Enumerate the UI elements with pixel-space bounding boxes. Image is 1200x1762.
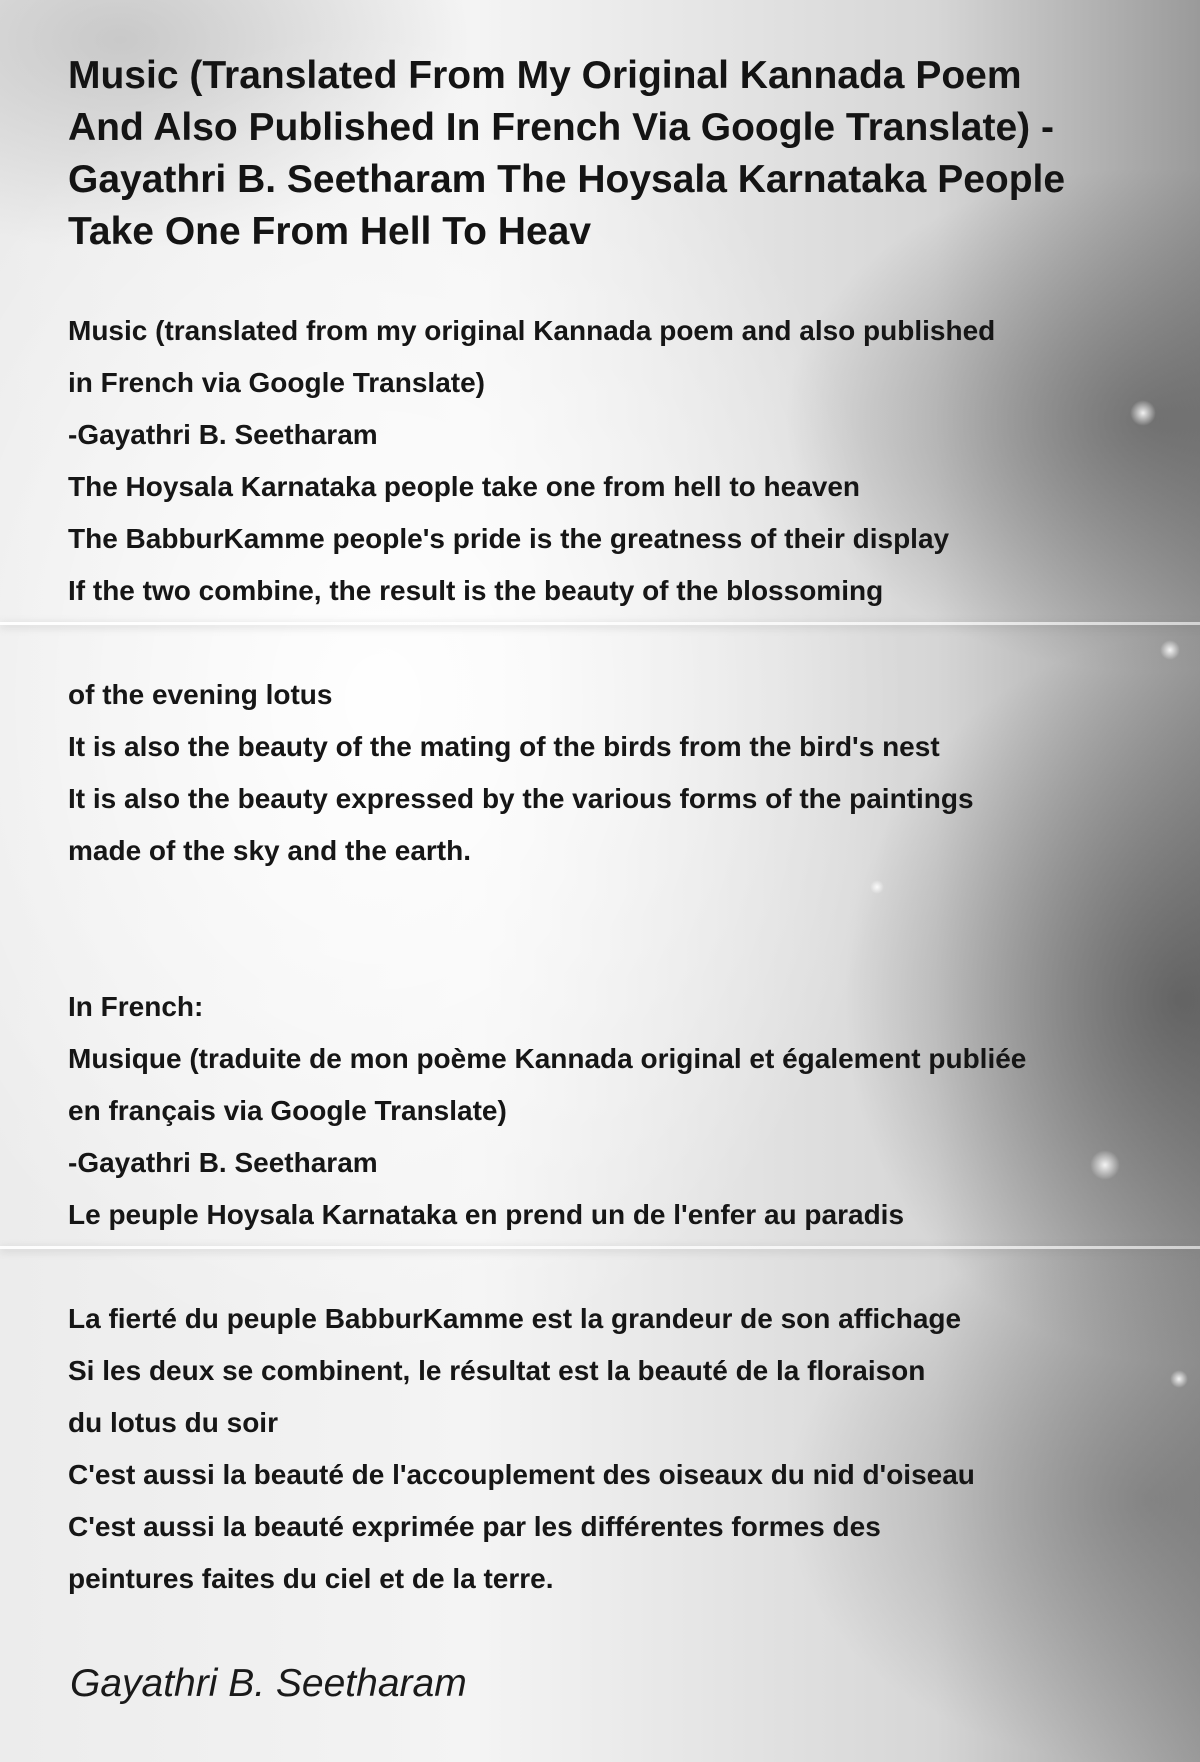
- poem-line: The BabburKamme people's pride is the greatness of their display: [68, 523, 950, 554]
- poem-line: en français via Google Translate): [68, 1095, 507, 1126]
- poem-line: It is also the beauty of the mating of the birds from the bird's nest: [68, 731, 940, 762]
- poem-line: In French:: [68, 991, 204, 1022]
- poem-line: -Gayathri B. Seetharam: [68, 1147, 378, 1178]
- poem-line: It is also the beauty expressed by the various forms of the paintings: [68, 783, 974, 814]
- poem-line: du lotus du soir: [68, 1407, 278, 1438]
- poem-line: Musique (traduite de mon poème Kannada original et également publiée: [68, 1043, 1027, 1074]
- poem-line: made of the sky and the earth.: [68, 835, 471, 866]
- poem-line: C'est aussi la beauté exprimée par les différentes formes des: [68, 1511, 881, 1542]
- poem-stanza-break: [68, 1241, 1188, 1293]
- poem-line: If the two combine, the result is the beauty of the blossoming: [68, 575, 884, 606]
- poem-line: C'est aussi la beauté de l'accouplement des oiseaux du nid d'oiseau: [68, 1459, 975, 1490]
- poem-line: The Hoysala Karnataka people take one from hell to heaven: [68, 471, 861, 502]
- poem-line: -Gayathri B. Seetharam: [68, 419, 378, 450]
- poem-line: in French via Google Translate): [68, 367, 485, 398]
- poem-line: Music (translated from my original Kannada poem and also published: [68, 315, 996, 346]
- poem-line: Le peuple Hoysala Karnataka en prend un de l'enfer au paradis: [68, 1199, 905, 1230]
- poem-stanza-break: [68, 877, 1188, 929]
- poem-line: La fierté du peuple BabburKamme est la grandeur de son affichage: [68, 1303, 962, 1334]
- poem-title: Music (Translated From My Original Kannada Poem And Also Published In French Via Google Translate) - Gayathri B. Seetharam The Hoysala Karnataka People Take One From Hell To Heav: [68, 54, 1066, 253]
- poem-author-signature: Gayathri B. Seetharam: [70, 1662, 467, 1705]
- poem-line: of the evening lotus: [68, 679, 333, 710]
- poem-line: peintures faites du ciel et de la terre.: [68, 1563, 554, 1594]
- poem-stanza-break: [68, 617, 1188, 669]
- poem-line: Si les deux se combinent, le résultat est la beauté de la floraison: [68, 1355, 926, 1386]
- poem-stanza-break: [68, 929, 1188, 981]
- poem-body: [68, 305, 1188, 1605]
